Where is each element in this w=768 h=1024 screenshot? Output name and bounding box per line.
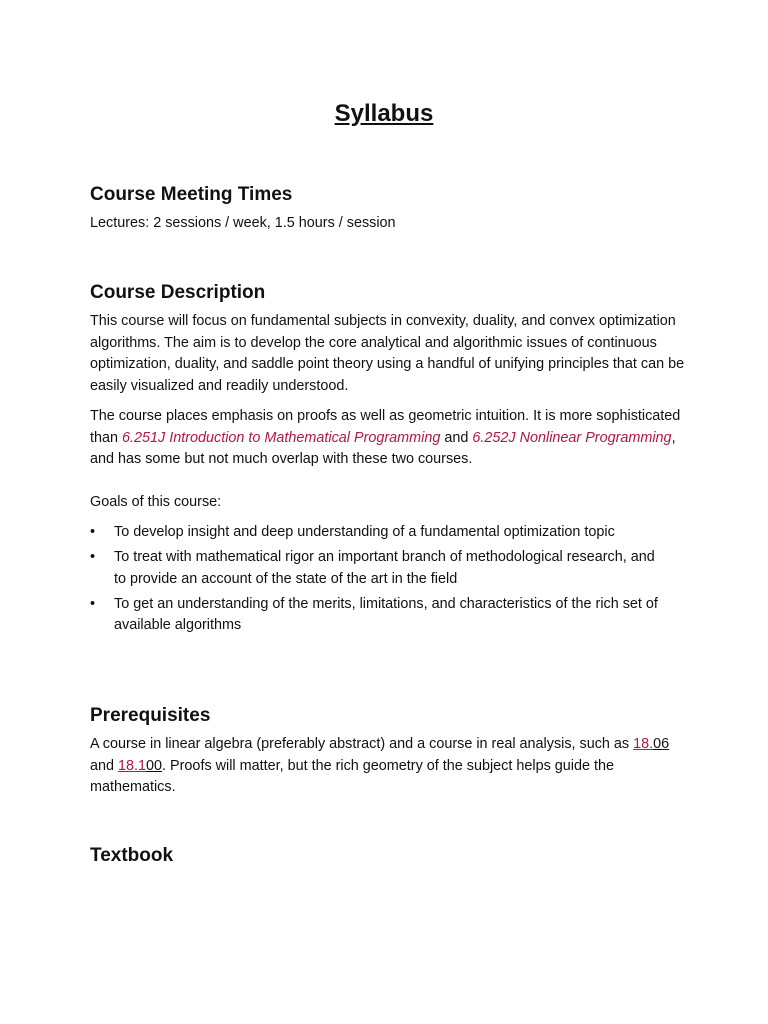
course-link-1806[interactable] <box>633 736 653 752</box>
list-item <box>90 522 670 544</box>
course-link-6251j[interactable]: 6.251J Introduction to Mathematical Programming <box>122 429 441 446</box>
course-description-heading: Course Description <box>90 282 266 303</box>
meeting-times-heading: Course Meeting Times <box>90 184 293 205</box>
prerequisites-text <box>90 734 690 799</box>
course-link-1806-rest[interactable]: 06 <box>653 736 670 752</box>
prereq-text-start: A course in linear algebra (preferably abstract) and a course in real analysis, such as <box>90 736 634 752</box>
textbook-heading: Textbook <box>90 845 174 866</box>
paragraph-2-text-start: The course places emphasis on proofs as well as geometric intuition. It is more sophisticated than <box>90 408 681 446</box>
goal-text: To treat with mathematical rigor an important branch of methodological research, and to provide an account of the state of the art in the field <box>114 549 655 587</box>
bullet-icon: • <box>90 595 96 612</box>
course-link-18100-rest[interactable]: 00 <box>146 757 163 774</box>
meeting-times-text: Lectures: 2 sessions / week, 1.5 hours / session <box>90 215 396 231</box>
goal-text: To get an understanding of the merits, limitations, and characteristics of the rich set of available algorithms <box>114 595 658 633</box>
paragraph-2-text-mid: and <box>440 429 473 446</box>
prereq-text-end: . Proofs will matter, but the rich geometry of the subject helps guide the mathematics. <box>90 757 614 795</box>
course-link-1806-linked[interactable]: 18. <box>633 736 654 752</box>
description-paragraph-1: This course will focus on fundamental subjects in convexity, duality, and convex optimization algorithms. The aim is to develop the core analytical and algorithmic issues of continuous optimization, duality, and saddle point theory using a handful of unifying principles that can be easily visualized and readily understood. <box>90 313 685 394</box>
list-item <box>90 547 670 590</box>
goal-text: To develop insight and deep understanding of a fundamental optimization topic <box>114 524 615 540</box>
course-link-18100-linked[interactable]: 18.1 <box>118 757 147 774</box>
bullet-icon: • <box>90 549 96 565</box>
bullet-icon: • <box>90 524 96 540</box>
list-item <box>90 594 670 637</box>
course-link-6252j[interactable]: 6.252J Nonlinear Programming <box>472 429 672 446</box>
prereq-text-mid: and <box>90 757 119 774</box>
goals-list <box>90 522 670 640</box>
goals-intro: Goals of this course: <box>90 494 222 510</box>
description-paragraph-2 <box>90 406 690 471</box>
course-link-18100[interactable] <box>118 758 146 774</box>
paragraph-2-text-end: , and has some but not much overlap with these two courses. <box>90 429 676 467</box>
page-title: Syllabus <box>334 100 434 127</box>
prerequisites-heading: Prerequisites <box>90 705 211 726</box>
